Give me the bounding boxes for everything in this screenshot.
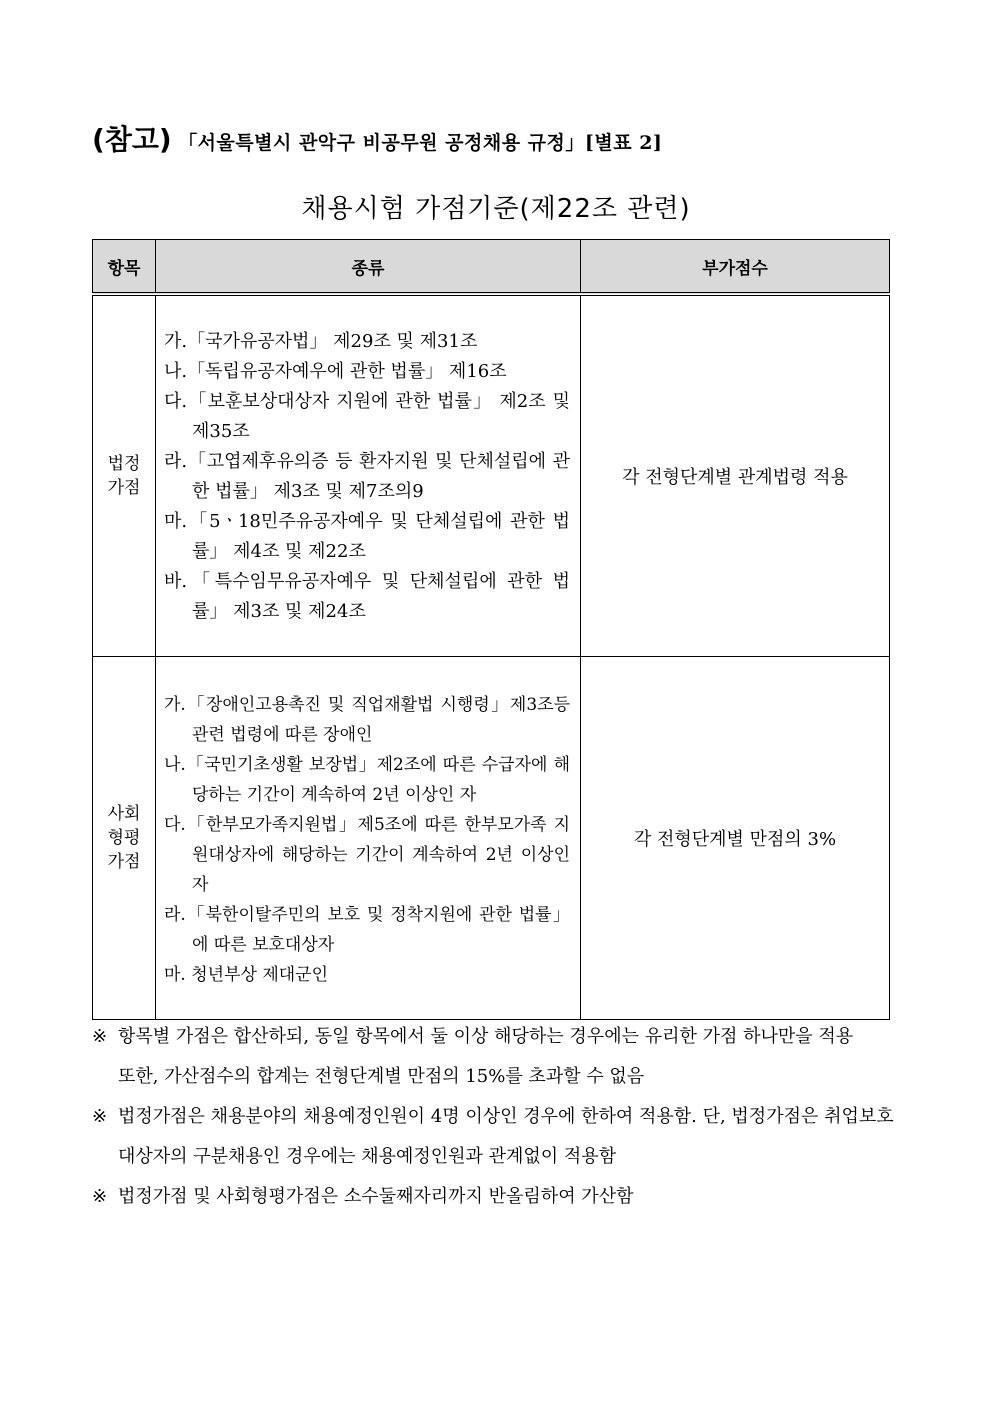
list-item: 다.「보훈보상대상자 지원에 관한 법률」 제2조 및 제35조 [164,391,570,442]
footnote-text: 항목별 가점은 합산하되, 동일 항목에서 둘 이상 해당하는 경우에는 유리한 가점 하나만을 적용 [118,1026,854,1047]
reference-line [92,118,662,158]
page-title: 채용시험 가점기준(제22조 관련) [301,194,691,224]
table-row [93,657,890,1020]
header-category: 항목 [93,240,156,295]
list-item: 나.「독립유공자예우에 관한 법률」 제16조 [164,361,507,382]
footnote-continuation: 또한, 가산점수의 합계는 전형단계별 만점의 15%를 초과할 수 없음 [118,1066,645,1087]
list-item: 나.「국민기초생활 보장법」제2조에 따른 수급자에 해당하는 기간이 계속하여 2년 이상인 자 [164,755,570,805]
list-item: 라.「고엽제후유의증 등 환자지원 및 단체설립에 관한 법률」 제3조 및 제7조의9 [164,451,570,502]
note-mark: ※ [92,1186,108,1207]
points-cell: 각 전형단계별 관계법령 적용 [581,294,890,657]
list-item: 다.「한부모가족지원법」제5조에 따른 한부모가족 지원대상자에 해당하는 기간이 계속하여 2년 이상인 자 [164,815,570,895]
header-type: 종류 [156,240,581,295]
list-item: 가.「국가유공자법」 제29조 및 제31조 [164,331,478,352]
footnote-text: 법정가점 및 사회형평가점은 소수둘째자리까지 반올림하여 가산함 [118,1186,634,1207]
footnote-text: 법정가점은 채용분야의 채용예정인원이 4명 이상인 경우에 한하여 적용함. 단, 법정가점은 취업보호대상자의 구분채용인 경우에는 채용예정인원과 관계없이 적용함 [118,1106,894,1167]
category-cell [93,657,156,1020]
list-item: 가.「장애인고용촉진 및 직업재활법 시행령」제3조등 관련 법령에 따른 장애인 [164,695,570,745]
table-row [93,294,890,657]
bonus-points-table [92,239,890,1020]
header-points: 부가점수 [581,240,890,295]
category-line: 사회 [107,804,141,824]
category-line: 가점 [107,478,141,498]
note-mark: ※ [92,1106,108,1127]
footnote [92,1097,904,1177]
points-cell: 각 전형단계별 만점의 3% [581,657,890,1020]
types-cell [156,294,581,657]
types-cell [156,657,581,1020]
category-line: 가점 [107,852,141,872]
footnote [92,1017,904,1057]
category-cell [93,294,156,657]
list-item: 라.「북한이탈주민의 보호 및 정착지원에 관한 법률」에 따른 보호대상자 [164,905,570,955]
list-item: 마.「5ㆍ18민주유공자예우 및 단체설립에 관한 법률」 제4조 및 제22조 [164,511,570,562]
reference-tag: (참고) [92,123,172,156]
list-item: 마. 청년부상 제대군인 [164,965,329,985]
table-header-row [93,240,890,295]
list-item: 바.「특수임무유공자예우 및 단체설립에 관한 법률」 제3조 및 제24조 [164,571,570,622]
reference-text: 「서울특별시 관악구 비공무원 공정채용 규정」[별표 2] [178,132,663,154]
category-line: 법정 [107,454,141,474]
footnotes [92,1017,904,1217]
note-mark: ※ [92,1026,108,1047]
footnote [92,1177,904,1217]
category-line: 형평 [107,828,141,848]
